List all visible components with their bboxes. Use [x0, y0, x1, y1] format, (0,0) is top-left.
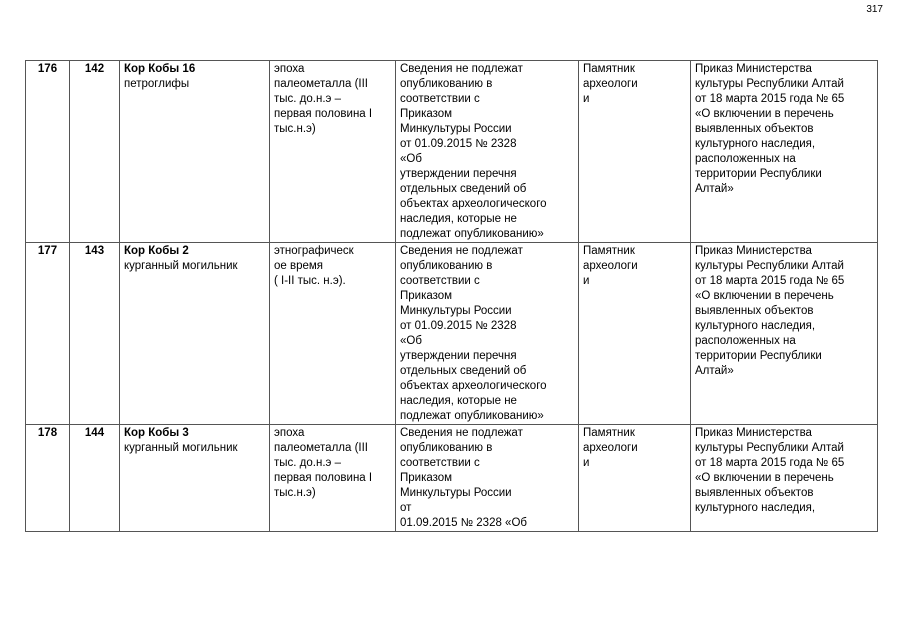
dating-text: эпоха палеометалла (III тыс. до.н.э – первая половина I тыс.н.э) — [274, 63, 373, 135]
location-info-text: Сведения не подлежат опубликованию в соответствии с Приказом Минкультуры России от 01.09.2015 № 2328 «Об — [400, 427, 527, 529]
legal-basis-text: Приказ Министерства культуры Республики Алтай от 18 марта 2015 года № 65 «О включении в перечень выявленных объектов культурного наследия, расположенных на территории Республики Алтай» — [695, 245, 845, 377]
monument-name: Кор Кобы 2 — [124, 245, 189, 257]
dating-text: эпоха палеометалла (III тыс. до.н.э – первая половина I тыс.н.э) — [274, 427, 373, 499]
location-info-cell — [396, 61, 579, 243]
monument-name-cell — [120, 425, 270, 532]
monument-name-cell — [120, 243, 270, 425]
monument-type: курганный могильник — [124, 442, 238, 454]
table-row — [26, 243, 878, 425]
legal-basis-cell — [691, 243, 878, 425]
legal-basis-cell — [691, 61, 878, 243]
monument-name-cell — [120, 61, 270, 243]
category-text: Памятник археологи и — [583, 245, 638, 287]
monument-name: Кор Кобы 3 — [124, 427, 189, 439]
registry-number: 143 — [70, 243, 120, 425]
category-text: Памятник археологи и — [583, 63, 638, 105]
table-row — [26, 61, 878, 243]
row-number: 178 — [26, 425, 70, 532]
dating-cell — [270, 425, 396, 532]
category-cell — [579, 243, 691, 425]
dating-cell — [270, 243, 396, 425]
registry-number: 144 — [70, 425, 120, 532]
dating-cell — [270, 61, 396, 243]
row-number: 176 — [26, 61, 70, 243]
monument-name: Кор Кобы 16 — [124, 63, 196, 75]
row-number: 177 — [26, 243, 70, 425]
dating-text: этнографическ ое время ( I-II тыс. н.э). — [274, 245, 354, 287]
registry-number: 142 — [70, 61, 120, 243]
table-row — [26, 425, 878, 532]
location-info-text: Сведения не подлежат опубликованию в соответствии с Приказом Минкультуры России от 01.09.2015 № 2328 «Об утверждении перечня отдельных сведений об объектах археологического наследия, которые не подлежат опубликованию» — [400, 245, 547, 422]
category-cell — [579, 425, 691, 532]
monuments-table — [25, 60, 878, 532]
location-info-cell — [396, 243, 579, 425]
monument-type: петроглифы — [124, 78, 190, 90]
legal-basis-text: Приказ Министерства культуры Республики Алтай от 18 марта 2015 года № 65 «О включении в перечень выявленных объектов культурного наследия, расположенных на территории Республики Алтай» — [695, 63, 845, 195]
legal-basis-cell — [691, 425, 878, 532]
category-text: Памятник археологи и — [583, 427, 638, 469]
monument-type: курганный могильник — [124, 260, 238, 272]
location-info-text: Сведения не подлежат опубликованию в соответствии с Приказом Минкультуры России от 01.09.2015 № 2328 «Об утверждении перечня отдельных сведений об объектах археологического наследия, которые не подлежат опубликованию» — [400, 63, 547, 240]
legal-basis-text: Приказ Министерства культуры Республики Алтай от 18 марта 2015 года № 65 «О включении в перечень выявленных объектов культурного наследия, — [695, 427, 845, 514]
page-number: 317 — [866, 4, 883, 15]
location-info-cell — [396, 425, 579, 532]
category-cell — [579, 61, 691, 243]
